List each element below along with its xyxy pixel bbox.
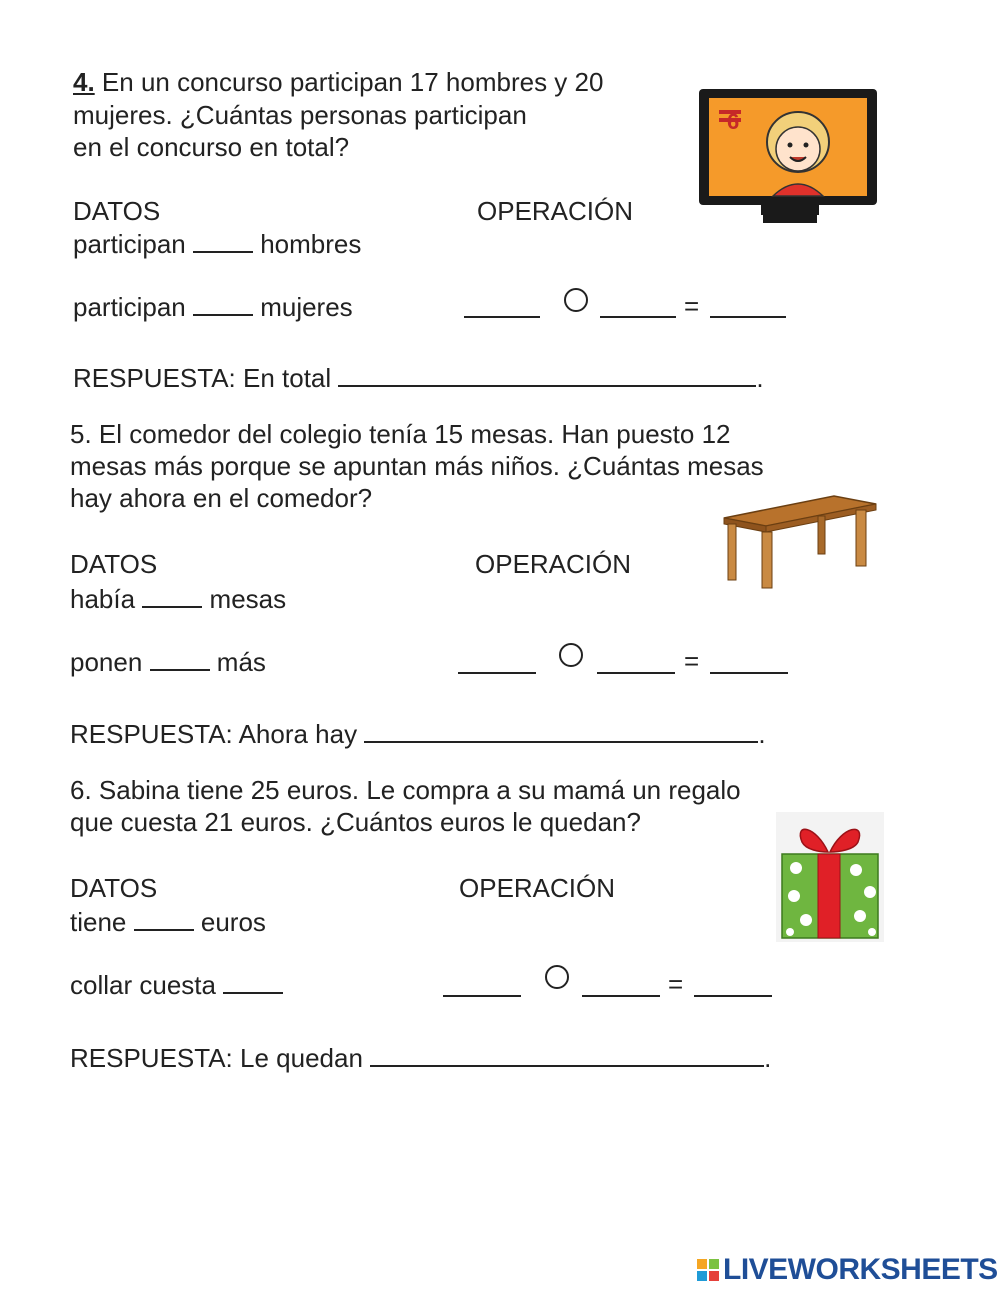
table-illustration — [722, 494, 878, 590]
logo-text: LIVEWORKSHEETS — [723, 1253, 998, 1286]
problem4-line3: en el concurso en total? — [73, 132, 350, 162]
problem5-operand2-blank[interactable] — [597, 648, 675, 674]
problem5-dato2-blank[interactable] — [150, 645, 210, 671]
problem4-dato1-blank[interactable] — [193, 227, 253, 253]
problem5-dato2: ponen más — [70, 647, 266, 677]
problem4-equals: = — [684, 291, 700, 321]
gift-illustration — [776, 812, 884, 942]
problem5-equals: = — [684, 646, 700, 676]
problem5-operacion-heading: OPERACIÓN — [475, 549, 632, 579]
logo-squares-icon — [697, 1259, 719, 1281]
problem5-line3: hay ahora en el comedor? — [70, 483, 373, 513]
problem6-result-blank[interactable] — [694, 971, 772, 997]
problem6-equals: = — [668, 969, 684, 999]
problem4-dato1: participan hombres — [73, 229, 362, 259]
tv-illustration — [697, 87, 879, 227]
problem4-dato2-blank[interactable] — [193, 290, 253, 316]
problem4-operator-circle[interactable] — [564, 288, 588, 312]
problem6-respuesta: RESPUESTA: Le quedan . — [70, 1043, 772, 1073]
problem4-line1: 4. En un concurso participan 17 hombres y 20 — [73, 67, 604, 97]
problem6-datos-heading: DATOS — [70, 873, 158, 903]
problem4-operand2-blank[interactable] — [600, 292, 676, 318]
problem5-respuesta: RESPUESTA: Ahora hay . — [70, 719, 766, 749]
problem5-result-blank[interactable] — [710, 648, 788, 674]
problem6-dato1: tiene euros — [70, 907, 266, 937]
problem6-operand2-blank[interactable] — [582, 971, 660, 997]
problem6-dato2-blank[interactable] — [223, 968, 283, 994]
problem4-dato2: participan mujeres — [73, 292, 353, 322]
problem6-dato2: collar cuesta — [70, 968, 283, 1001]
problem4-respuesta: RESPUESTA: En total . — [73, 363, 764, 393]
problem6-respuesta-blank[interactable] — [370, 1041, 764, 1067]
problem6-operand1-blank[interactable] — [443, 971, 521, 997]
problem5-line2: mesas más porque se apuntan más niños. ¿Cuántas mesas — [70, 451, 764, 481]
problem6-line1: 6. Sabina tiene 25 euros. Le compra a su mamá un regalo — [70, 775, 741, 805]
problem5-dato1-blank[interactable] — [142, 582, 202, 608]
problem4-line2: mujeres. ¿Cuántas personas participan — [73, 100, 527, 130]
problem5-respuesta-blank[interactable] — [364, 717, 758, 743]
problem4-operand1-blank[interactable] — [464, 292, 540, 318]
svg-text:6: 6 — [727, 109, 740, 134]
liveworksheets-logo — [697, 1253, 998, 1287]
problem6-dato1-blank[interactable] — [134, 905, 194, 931]
problem6-operator-circle[interactable] — [545, 965, 569, 989]
problem4-number: 4. — [73, 67, 95, 97]
problem4-datos-heading: DATOS — [73, 196, 161, 226]
problem4-result-blank[interactable] — [710, 292, 786, 318]
problem5-line1: 5. El comedor del colegio tenía 15 mesas. Han puesto 12 — [70, 419, 731, 449]
problem5-operator-circle[interactable] — [559, 643, 583, 667]
problem4-operacion-heading: OPERACIÓN — [477, 196, 634, 226]
problem6-line2: que cuesta 21 euros. ¿Cuántos euros le quedan? — [70, 807, 641, 837]
problem6-operacion-heading: OPERACIÓN — [459, 873, 616, 903]
problem5-dato1: había mesas — [70, 584, 287, 614]
problem5-datos-heading: DATOS — [70, 549, 158, 579]
problem5-operand1-blank[interactable] — [458, 648, 536, 674]
problem4-respuesta-blank[interactable] — [338, 361, 756, 387]
